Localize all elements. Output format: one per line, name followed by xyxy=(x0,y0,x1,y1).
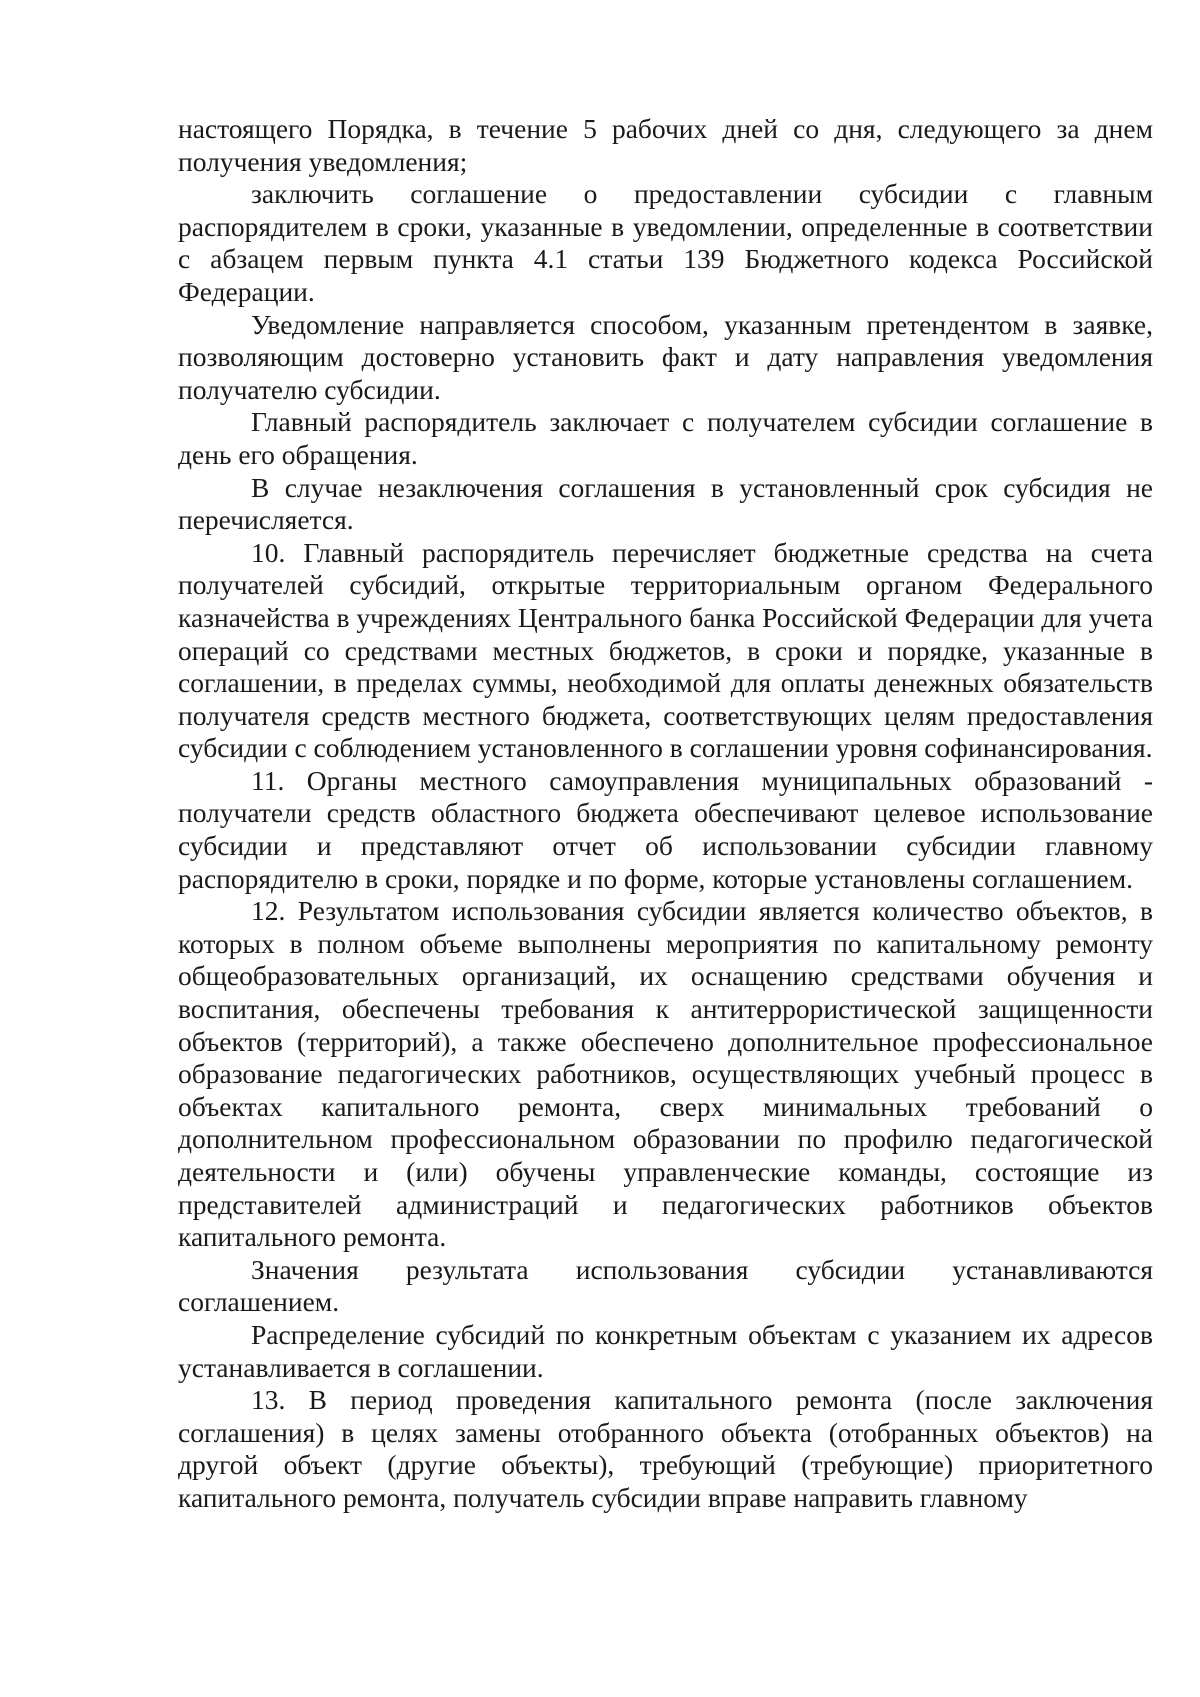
paragraph-item-10: 10. Главный распорядитель перечисляет бюджетные средства на счета получателей субсидий, открытые территориальным органом Федерального казначейства в учреждениях Центрального банка Российской Федерации для учета операций со средствами местных бюджетов, в сроки и порядке, указанные в соглашении, в пределах суммы, необходимой для оплаты денежных обязательств получателя средств местного бюджета, соответствующих целям предоставления субсидии с соблюдением установленного в соглашении уровня софинансирования. xyxy=(178,536,1153,764)
paragraph-non-conclusion: В случае незаключения соглашения в установленный срок субсидия не перечисляется. xyxy=(178,471,1153,536)
paragraph-result-values: Значения результата использования субсидии устанавливаются соглашением. xyxy=(178,1253,1153,1318)
paragraph-distribution: Распределение субсидий по конкретным объектам с указанием их адресов устанавливается в соглашении. xyxy=(178,1318,1153,1383)
paragraph-item-11: 11. Органы местного самоуправления муниципальных образований - получатели средств областного бюджета обеспечивают целевое использование субсидии и представляют отчет об использовании субсидии главному распорядителю в сроки, порядке и по форме, которые установлены соглашением. xyxy=(178,764,1153,894)
document-body xyxy=(178,113,1153,1515)
paragraph-item-13: 13. В период проведения капитального ремонта (после заключения соглашения) в целях замены отобранного объекта (отобранных объектов) на другой объект (другие объекты), требующий (требующие) приоритетного капитального ремонта, получатель субсидии вправе направить главному xyxy=(178,1384,1153,1513)
paragraph-continuation: настоящего Порядка, в течение 5 рабочих дней со дня, следующего за днем получения уведомления; xyxy=(178,113,1153,177)
paragraph-conclude-agreement: заключить соглашение о предоставлении субсидии с главным распорядителем в сроки, указанные в уведомлении, определенные в соответствии с абзацем первым пункта 4.1 статьи 139 Бюджетного кодекса Российской Федерации. xyxy=(178,178,1153,307)
paragraph-notification-method: Уведомление направляется способом, указанным претендентом в заявке, позволяющим достоверно установить факт и дату направления уведомления получателю субсидии. xyxy=(178,308,1153,405)
paragraph-item-12: 12. Результатом использования субсидии является количество объектов, в которых в полном объеме выполнены мероприятия по капитальному ремонту общеобразовательных организаций, их оснащению средствами обучения и воспитания, обеспечены требования к антитеррористической защищенности объектов (территорий), а также обеспечено дополнительное профессиональное образование педагогических работников, осуществляющих учебный процесс в объектах капитального ремонта, сверх минимальных требований о дополнительном профессиональном образовании по профилю педагогической деятельности и (или) обучены управленческие команды, состоящие из представителей администраций и педагогических работников объектов капитального ремонта. xyxy=(178,895,1153,1253)
paragraph-agreement-day: Главный распорядитель заключает с получателем субсидии соглашение в день его обращения. xyxy=(178,406,1153,470)
